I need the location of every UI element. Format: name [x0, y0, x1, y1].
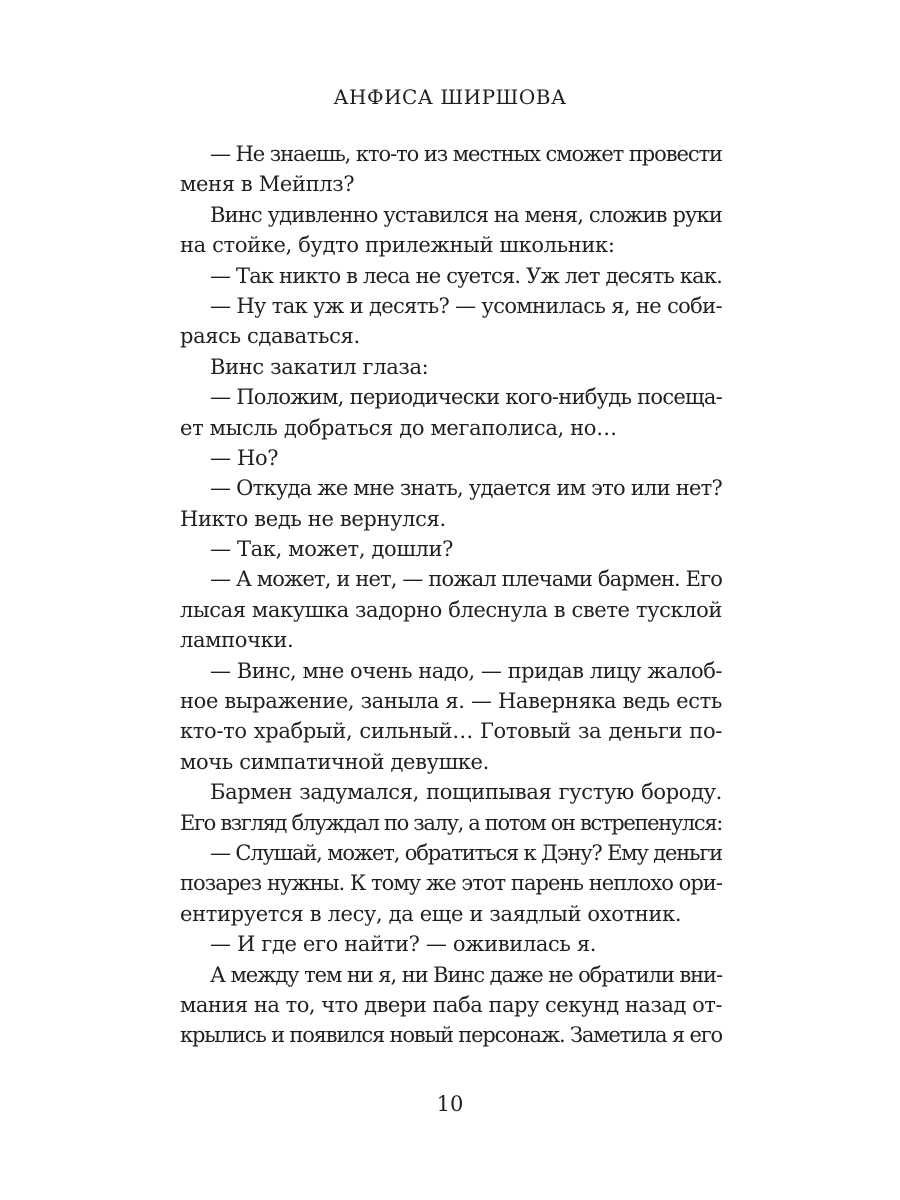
text-line: кто-то храбрый, сильный… Готовый за деньги по-: [180, 719, 722, 744]
text-line: мания на то, что двери паба пару секунд назад от-: [180, 992, 722, 1017]
text-line: Бармен задумался, пощипывая густую бороду.: [210, 780, 722, 805]
text-line: А между тем ни я, ни Винс даже не обратили вни-: [210, 962, 722, 987]
text-line: — Так, может, дошли?: [210, 537, 454, 562]
body-text: [180, 139, 722, 1051]
text-line: — Откуда же мне знать, удается им это или нет?: [210, 476, 722, 501]
text-line: Винс закатил глаза:: [210, 354, 429, 379]
text-line: мочь симпатичной девушке.: [180, 749, 489, 774]
text-line: — А может, и нет, — пожал плечами бармен. Его: [210, 567, 722, 592]
text-line: меня в Мейплз?: [180, 172, 355, 197]
text-line: на стойке, будто прилежный школьник:: [180, 233, 615, 258]
text-line: позарез нужны. К тому же этот парень неплохо ори-: [180, 871, 722, 896]
running-head-author: АНФИСА ШИРШОВА: [333, 85, 567, 109]
page-number: 10: [436, 1092, 464, 1116]
text-line: — Винс, мне очень надо, — придав лицу жалоб-: [210, 658, 722, 683]
text-line: лампочки.: [180, 628, 294, 653]
text-line: Его взгляд блуждал по залу, а потом он встрепенулся:: [180, 810, 722, 835]
text-line: — Положим, периодически кого-нибудь посеща-: [210, 385, 722, 410]
text-line: — Но?: [210, 445, 279, 470]
text-line: — Ну так уж и десять? — усомнилась я, не соби-: [210, 293, 722, 318]
text-line: Никто ведь не вернулся.: [180, 506, 446, 531]
text-line: ентируется в лесу, да еще и заядлый охотник.: [180, 901, 682, 926]
text-line: ное выражение, заныла я. — Наверняка ведь есть: [180, 689, 722, 714]
text-line: — И где его найти? — оживилась я.: [210, 932, 597, 957]
text-line: крылись и появился новый персонаж. Заметила я его: [180, 1023, 722, 1048]
text-line: ет мысль добраться до мегаполиса, но…: [180, 415, 617, 440]
text-line: Винс удивленно уставился на меня, сложив руки: [210, 202, 722, 227]
text-line: — Не знаешь, кто-то из местных сможет провести: [210, 142, 722, 166]
text-line: — Так никто в леса не суется. Уж лет десять как.: [210, 263, 722, 288]
text-line: — Слушай, может, обратиться к Дэну? Ему деньги: [210, 840, 722, 865]
text-line: лысая макушка задорно блеснула в свете тусклой: [180, 597, 722, 622]
text-line: раясь сдаваться.: [180, 324, 360, 349]
